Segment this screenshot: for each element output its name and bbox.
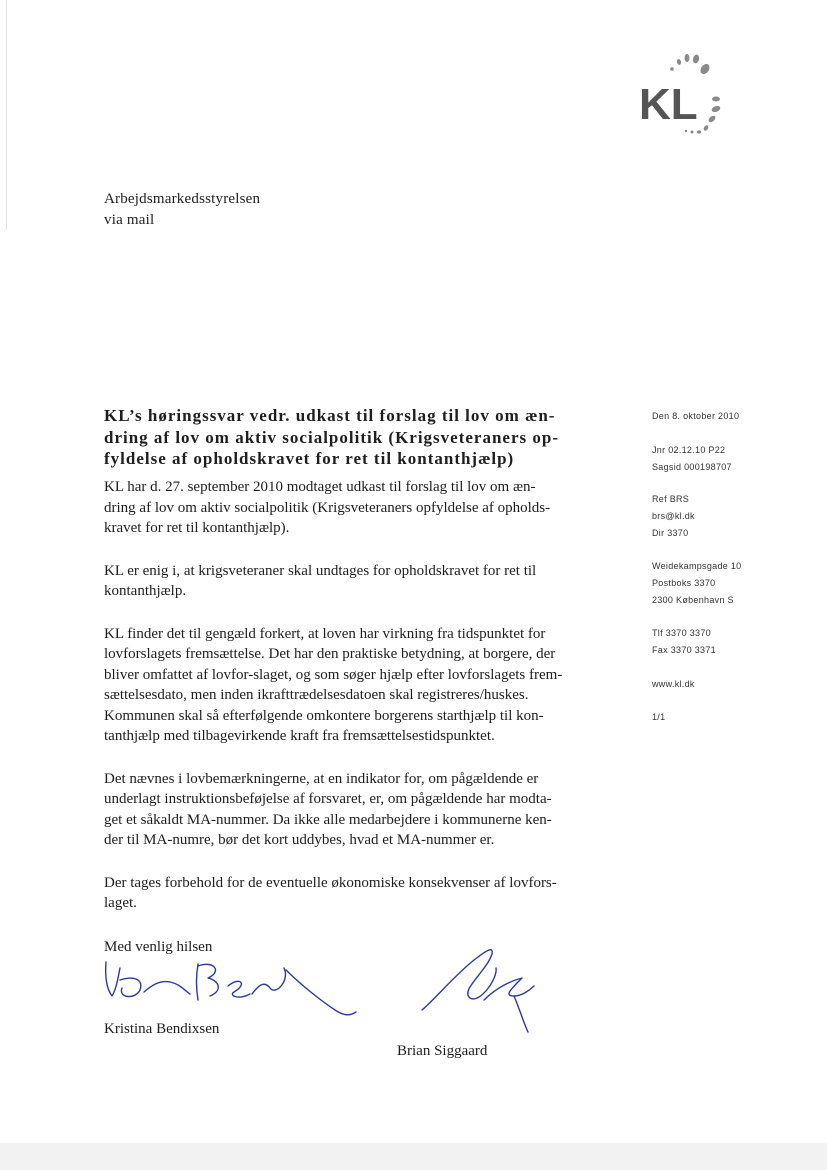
website-link[interactable]: www.kl.dk bbox=[652, 679, 695, 689]
paragraph: Der tages forbehold for de eventuelle økonomiske konsekvenser af lovfors- laget. bbox=[104, 874, 557, 911]
sidebar-address-block bbox=[652, 558, 742, 609]
fax: Fax 3370 3371 bbox=[652, 645, 716, 655]
paragraph: KL er enig i, at krigsveteraner skal undtages for opholdskravet for ret til kontanthjælp. bbox=[104, 562, 537, 599]
recipient-line: Arbejdsmarkedsstyrelsen bbox=[104, 191, 261, 207]
kl-logo-text: KL bbox=[639, 80, 698, 129]
sidebar-contact-block bbox=[652, 491, 695, 542]
paragraph: Det nævnes i lovbemærkningerne, at en indikator for, om pågældende er underlagt instruktionsbeføjelse af forsvaret, er, om pågældende har modta- get et såkaldt MA-nummer. Da ikke alle medarbejdere i kommunerne ken- der til MA-numre, bør det kort uddybes, hvad et MA-nummer er. bbox=[104, 770, 552, 848]
case-id: Sagsid 000198707 bbox=[652, 462, 732, 472]
letter-date: Den 8. oktober 2010 bbox=[652, 411, 740, 421]
letter-body bbox=[104, 477, 604, 936]
sidebar-date-block bbox=[652, 408, 739, 425]
kl-logo bbox=[632, 42, 732, 142]
sidebar-page-block bbox=[652, 709, 665, 726]
recipient-line: via mail bbox=[104, 212, 155, 228]
paragraph: KL har d. 27. september 2010 modtaget udkast til forslag til lov om æn- dring af lov om aktiv socialpolitik (Krigsveteraners opfyldelse af opholds- kravet for ret til kontanthjælp). bbox=[104, 479, 551, 536]
sidebar-web-block bbox=[652, 676, 695, 693]
recipient-block bbox=[104, 189, 260, 231]
address-street: Weidekampsgade 10 bbox=[652, 561, 742, 571]
paragraph: KL finder det til gengæld forkert, at loven har virkning fra tidspunktet for lovforslagets fremsættelse. Det har den praktiske betydning, at borgere, der bliver omfattet af lovfor-slaget, og som søger hjælp efter lovforslagets frem- sættelsesdato, men inden ikrafttrædelsesdatoen skal registreres/huskes. Kommunen skal så efterfølgende omkontere borgerens starthjælp til kon- tanthjælp med tilbagevirkende kraft fra fremsættelsestidspunktet. bbox=[104, 625, 563, 744]
sidebar-phone-block bbox=[652, 625, 716, 659]
direct-phone: Dir 3370 bbox=[652, 528, 689, 538]
title-line: fyldelse af opholdskravet for ret til kontanthjælp) bbox=[104, 449, 515, 468]
journal-number: Jnr 02.12.10 P22 bbox=[652, 445, 726, 455]
scan-edge-line bbox=[6, 0, 7, 230]
signature-kristina-bendixsen bbox=[100, 950, 370, 1025]
signatory-name: Brian Siggaard bbox=[397, 1043, 488, 1059]
page-number: 1/1 bbox=[652, 712, 666, 722]
title-line: KL’s høringssvar vedr. udkast til forslag til lov om æn- bbox=[104, 406, 556, 425]
sidebar-reference-block bbox=[652, 442, 732, 476]
signatory-name: Kristina Bendixsen bbox=[104, 1021, 220, 1037]
address-postbox: Postboks 3370 bbox=[652, 578, 716, 588]
email-link[interactable]: brs@kl.dk bbox=[652, 511, 695, 521]
reference: Ref BRS bbox=[652, 494, 690, 504]
address-city: 2300 København S bbox=[652, 595, 734, 605]
title-line: dring af lov om aktiv socialpolitik (Krigsveteraners op- bbox=[104, 427, 560, 447]
scan-bottom-band bbox=[0, 1143, 827, 1170]
letter-title bbox=[104, 405, 599, 470]
closing-greeting: Med venlig hilsen bbox=[104, 939, 213, 955]
signature-brian-siggaard bbox=[410, 940, 550, 1040]
phone: Tlf 3370 3370 bbox=[652, 628, 711, 638]
